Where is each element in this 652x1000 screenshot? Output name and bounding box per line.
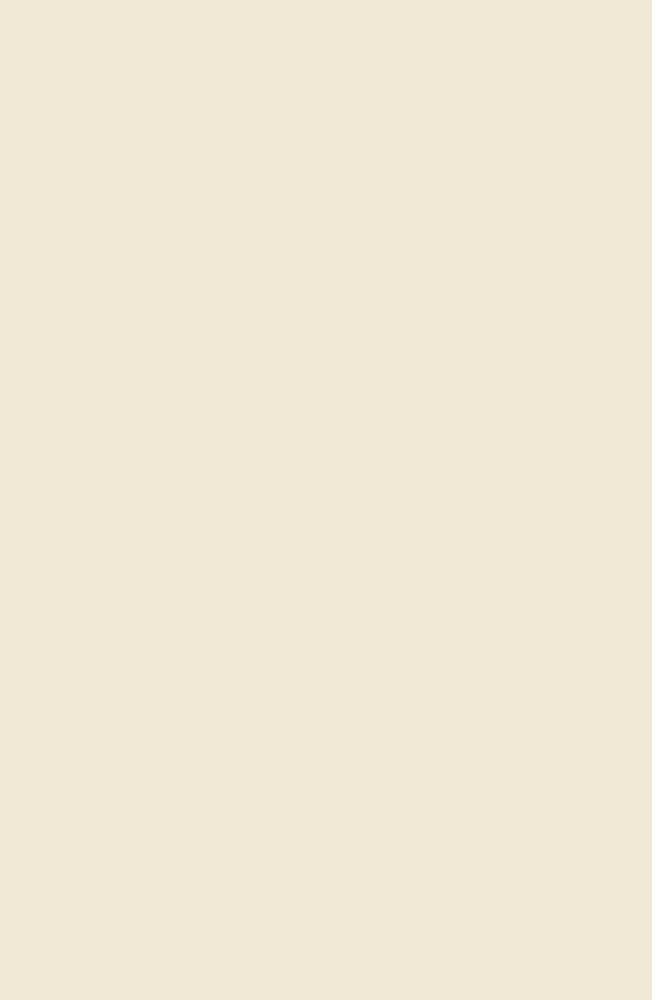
page-body: [58, 44, 614, 372]
temperature-chart: [58, 62, 392, 330]
figure-block: [58, 62, 614, 372]
figure-8: [58, 62, 392, 372]
